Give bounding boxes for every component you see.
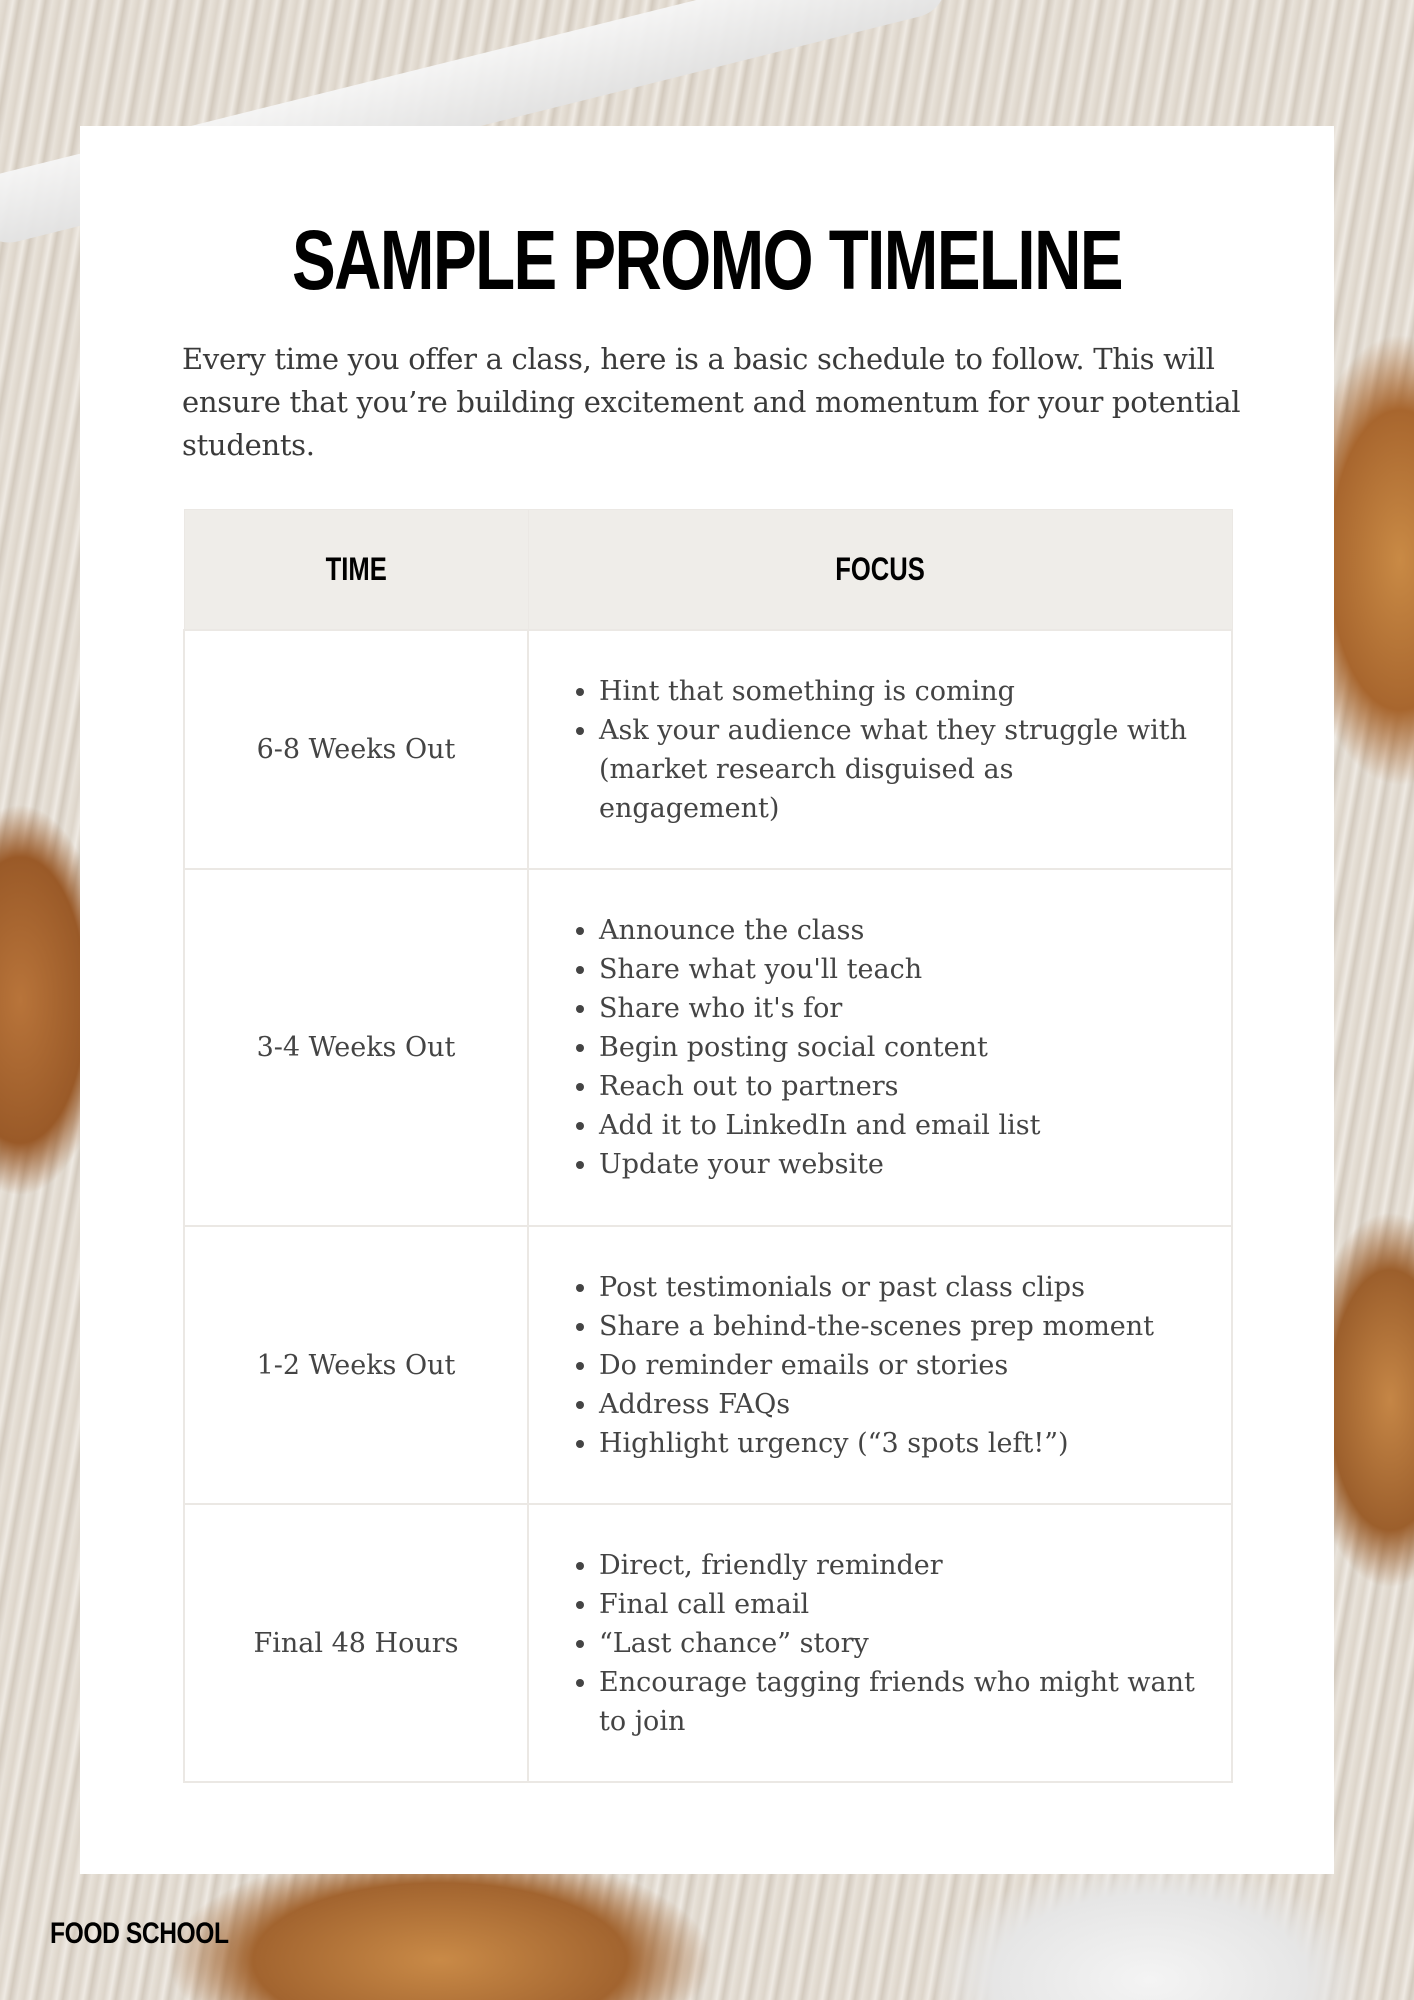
table-row xyxy=(184,1226,1232,1504)
focus-list xyxy=(529,1546,1231,1741)
list-item: • Reach out to partners xyxy=(599,1067,1201,1106)
list-item: • Final call email xyxy=(599,1585,1201,1624)
page-title: SAMPLE PROMO TIMELINE xyxy=(292,213,1122,307)
time-cell: Final 48 Hours xyxy=(184,1504,528,1782)
table-row xyxy=(184,869,1232,1226)
list-item: • Direct, friendly reminder xyxy=(599,1546,1201,1585)
list-item: • Announce the class xyxy=(599,911,1201,950)
column-header-focus: FOCUS xyxy=(528,510,1232,631)
list-item: • Ask your audience what they struggle with (market research disguised as engagement) xyxy=(599,711,1201,828)
list-item: • Do reminder emails or stories xyxy=(599,1346,1201,1385)
list-item: • Address FAQs xyxy=(599,1385,1201,1424)
promo-timeline-table xyxy=(183,509,1233,1783)
list-item: • Post testimonials or past class clips xyxy=(599,1268,1201,1307)
list-item: • Update your website xyxy=(599,1145,1201,1184)
focus-cell xyxy=(528,630,1232,869)
focus-list xyxy=(529,672,1231,828)
list-item: • Hint that something is coming xyxy=(599,672,1201,711)
list-item: • Highlight urgency (“3 spots left!”) xyxy=(599,1424,1201,1463)
footer-brand-logo: FOOD SCHOOL xyxy=(50,1917,229,1950)
focus-cell xyxy=(528,869,1232,1226)
focus-cell xyxy=(528,1504,1232,1782)
time-cell: 6-8 Weeks Out xyxy=(184,630,528,869)
intro-paragraph: Every time you offer a class, here is a basic schedule to follow. This will ensure that you’re building excitement and momentum for your potential students. xyxy=(182,342,1241,462)
list-item: • Share who it's for xyxy=(599,989,1201,1028)
table-row xyxy=(184,630,1232,869)
list-item: • Add it to LinkedIn and email list xyxy=(599,1106,1201,1145)
focus-cell xyxy=(528,1226,1232,1504)
column-header-time: TIME xyxy=(184,510,528,631)
list-item: • Share a behind-the-scenes prep moment xyxy=(599,1307,1201,1346)
focus-list xyxy=(529,1268,1231,1463)
time-cell: 1-2 Weeks Out xyxy=(184,1226,528,1504)
table-header-row xyxy=(184,510,1232,631)
table-row xyxy=(184,1504,1232,1782)
time-cell: 3-4 Weeks Out xyxy=(184,869,528,1226)
list-item: • Encourage tagging friends who might want to join xyxy=(599,1663,1201,1741)
list-item: • “Last chance” story xyxy=(599,1624,1201,1663)
list-item: • Share what you'll teach xyxy=(599,950,1201,989)
list-item: • Begin posting social content xyxy=(599,1028,1201,1067)
focus-list xyxy=(529,911,1231,1184)
